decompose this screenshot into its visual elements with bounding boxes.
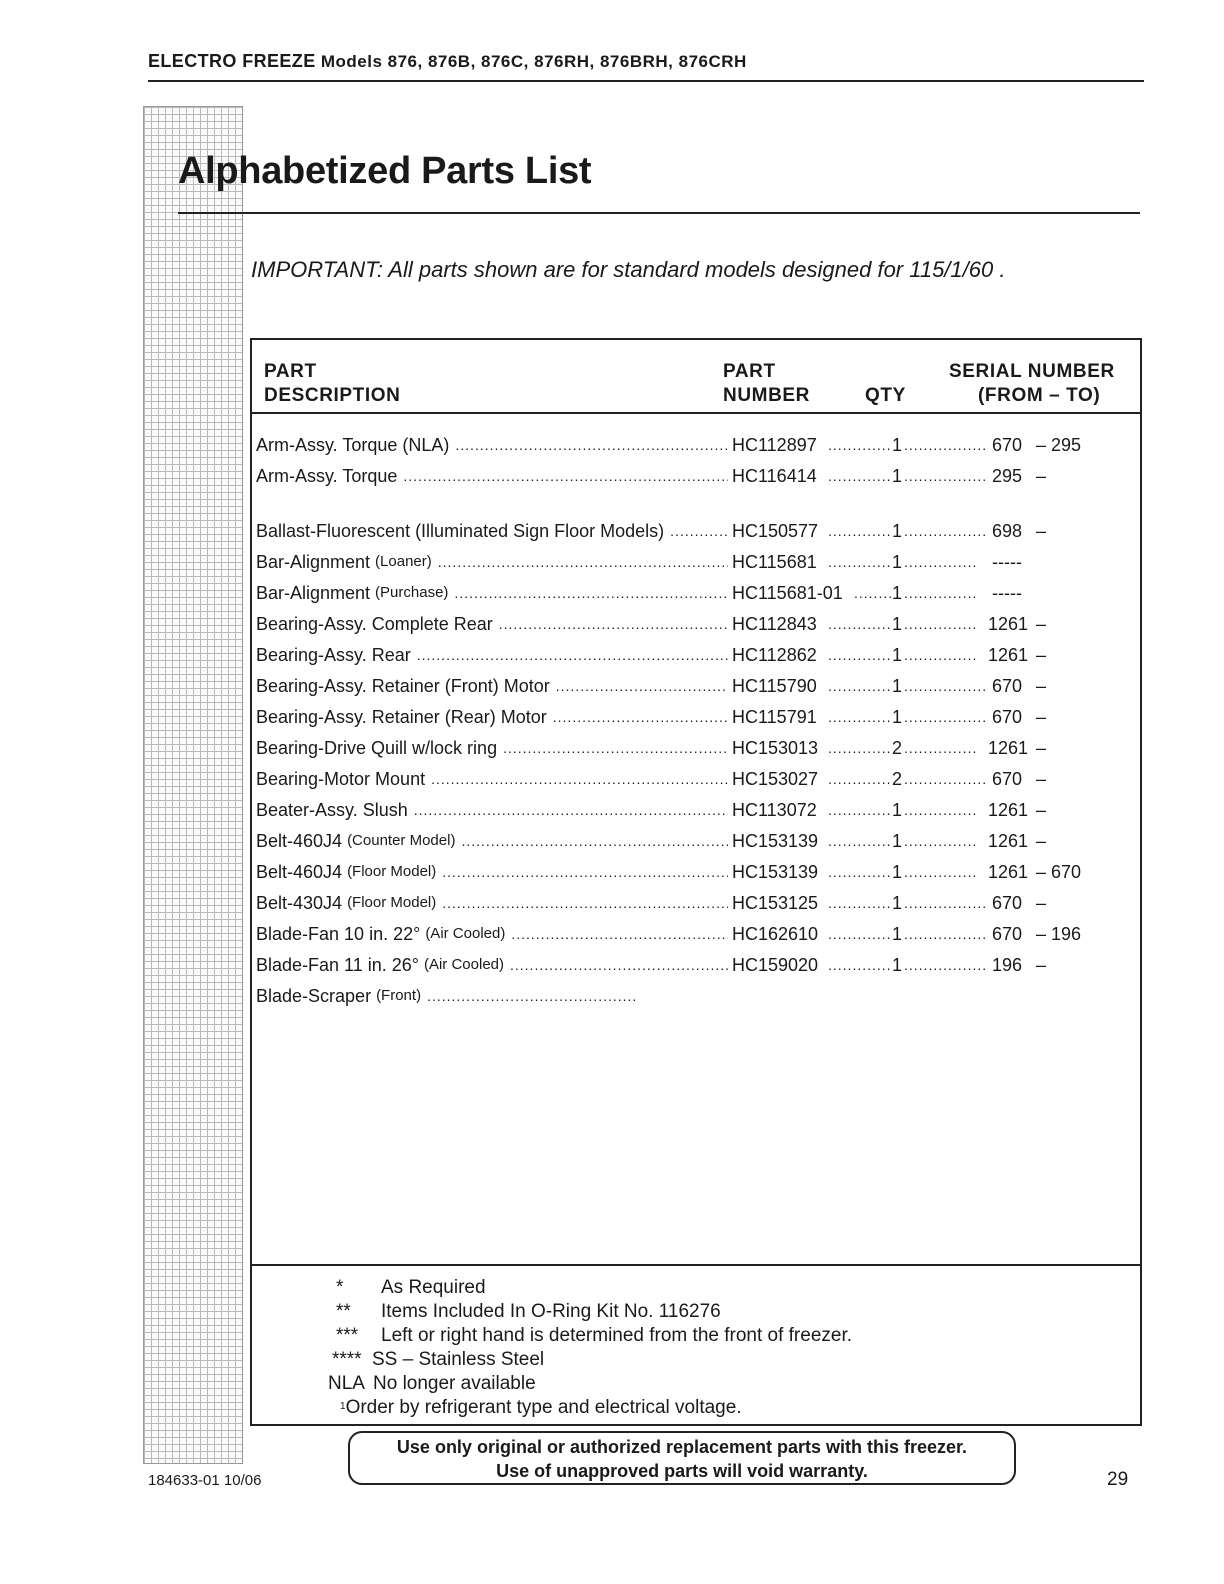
title-divider — [178, 212, 1140, 214]
serial-leader — [904, 888, 988, 918]
part-description-note: (Air Cooled) — [425, 925, 506, 942]
header-number-label: NUMBER — [723, 385, 810, 406]
qty-leader — [828, 430, 890, 460]
header-part-label-2: PART — [723, 361, 776, 382]
part-description-note: (Floor Model) — [347, 894, 437, 911]
serial-to: – — [1036, 707, 1047, 727]
quantity: 1 — [892, 614, 903, 634]
dot-leader — [438, 547, 728, 577]
serial-to: – — [1036, 955, 1047, 975]
dot-leader — [510, 950, 728, 980]
important-notice: IMPORTANT: All parts shown are for standard models designed for 115/1/60 . — [251, 257, 1006, 282]
serial-from: 1261 — [988, 645, 1029, 665]
footnotes — [252, 1264, 1140, 1426]
part-description: Beater-Assy. Slush — [256, 800, 408, 820]
dot-leader — [828, 609, 892, 639]
serial-leader — [904, 516, 988, 546]
dot-leader — [670, 516, 728, 546]
part-description-note: (Purchase) — [375, 584, 449, 601]
part-number: HC159020 — [732, 955, 819, 975]
serial-leader — [904, 826, 976, 856]
serial-leader — [904, 547, 976, 577]
quantity: 1 — [892, 583, 903, 603]
part-description: Belt-430J4 — [256, 893, 343, 913]
dot-leader — [828, 461, 892, 491]
dot-leader — [828, 888, 892, 918]
serial-to: – — [1036, 645, 1047, 665]
footnote-stainless — [332, 1348, 544, 1372]
serial-leader — [904, 764, 988, 794]
serial-leader — [904, 671, 988, 701]
serial-leader — [904, 733, 976, 763]
dot-leader — [442, 857, 728, 887]
warning-line-1: Use only original or authorized replacement parts with this freezer. — [396, 1437, 968, 1457]
part-description-cell — [256, 516, 728, 546]
dot-leader — [461, 826, 728, 856]
dot-leader — [828, 671, 892, 701]
dot-leader — [828, 826, 892, 856]
dot-leader — [904, 578, 976, 608]
footnote-symbol: ** — [336, 1301, 351, 1322]
quantity: 1 — [892, 831, 903, 851]
table-row — [252, 764, 1140, 794]
header-serial-label: SERIAL NUMBER — [949, 361, 1115, 382]
dot-leader — [904, 733, 976, 763]
dot-leader — [904, 609, 976, 639]
serial-to: – 196 — [1036, 924, 1082, 944]
part-description-cell — [256, 950, 728, 980]
part-description-note: (Counter Model) — [347, 832, 456, 849]
part-description-cell — [256, 888, 728, 918]
serial-from: 670 — [991, 769, 1022, 789]
table-row — [252, 795, 1140, 825]
part-description: Bearing-Assy. Rear — [256, 645, 411, 665]
dot-leader — [828, 950, 892, 980]
part-description: Blade-Scraper — [256, 986, 372, 1006]
part-description-note: (Loaner) — [375, 553, 432, 570]
serial-to: – — [1036, 521, 1047, 541]
brand-name: ELECTRO FREEZE — [148, 51, 316, 71]
dot-leader — [553, 702, 728, 732]
serial-to: – — [1036, 738, 1047, 758]
quantity: 1 — [892, 435, 903, 455]
part-description: Bar-Alignment — [256, 583, 371, 603]
part-description-cell — [256, 702, 728, 732]
dot-leader — [454, 578, 728, 608]
quantity: 1 — [892, 707, 903, 727]
part-description-cell — [256, 461, 728, 491]
table-row — [252, 733, 1140, 763]
quantity: 2 — [892, 769, 903, 789]
header-from-to-label: (FROM – TO) — [978, 385, 1101, 406]
dot-leader — [904, 764, 988, 794]
part-number: HC113072 — [732, 800, 817, 820]
part-description: Bearing-Motor Mount — [256, 769, 426, 789]
qty-leader — [828, 547, 890, 577]
dot-leader — [414, 795, 728, 825]
part-description-cell — [256, 640, 728, 670]
qty-leader — [828, 950, 890, 980]
table-row — [252, 609, 1140, 639]
dot-leader — [854, 578, 892, 608]
part-description: Blade-Fan 11 in. 26° — [256, 955, 419, 975]
dot-leader — [828, 764, 892, 794]
part-description-note: (Air Cooled) — [423, 956, 504, 973]
part-description-cell — [256, 919, 728, 949]
dot-leader — [904, 516, 988, 546]
dot-leader — [904, 461, 988, 491]
footnote-text: No longer available — [373, 1373, 536, 1394]
table-row — [252, 950, 1140, 980]
serial-from: 670 — [991, 676, 1022, 696]
warning-line-2: Use of unapproved parts will void warranty. — [496, 1461, 868, 1481]
dot-leader — [828, 857, 892, 887]
serial-leader — [904, 795, 976, 825]
footnote-text: Items Included In O-Ring Kit No. 116276 — [381, 1301, 721, 1322]
serial-to: – — [1036, 676, 1047, 696]
part-number: HC153027 — [732, 769, 819, 789]
serial-leader — [904, 857, 976, 887]
footnote-text: Left or right hand is determined from the front of freezer. — [381, 1325, 853, 1346]
part-description-cell — [256, 578, 728, 608]
quantity: 1 — [892, 800, 903, 820]
qty-leader — [828, 461, 890, 491]
table-header — [252, 340, 1140, 414]
quantity: 1 — [892, 862, 903, 882]
dot-leader — [904, 640, 976, 670]
footnote-symbol: **** — [332, 1349, 362, 1370]
serial-to: – — [1036, 800, 1047, 820]
serial-to: – 670 — [1036, 862, 1082, 882]
table-row — [252, 702, 1140, 732]
quantity: 1 — [892, 466, 903, 486]
qty-leader — [828, 826, 890, 856]
header-qty-label: QTY — [865, 385, 906, 406]
dot-leader — [828, 702, 892, 732]
footnote-o-ring-kit — [336, 1300, 721, 1324]
dot-leader — [828, 640, 892, 670]
serial-from: 1261 — [988, 614, 1029, 634]
part-description: Belt-460J4 — [256, 831, 343, 851]
qty-leader — [828, 702, 890, 732]
part-number: HC112862 — [732, 645, 817, 665]
header-description-label: DESCRIPTION — [264, 385, 401, 406]
serial-leader — [904, 430, 988, 460]
dot-leader — [431, 764, 728, 794]
dot-leader — [904, 857, 976, 887]
footnote-refrigerant — [340, 1396, 742, 1420]
qty-leader — [828, 733, 890, 763]
part-number: HC115681 — [732, 552, 817, 572]
serial-leader — [904, 578, 976, 608]
part-description: Bearing-Assy. Complete Rear — [256, 614, 493, 634]
dot-leader — [904, 826, 976, 856]
part-description: Arm-Assy. Torque — [256, 466, 398, 486]
serial-leader — [904, 461, 988, 491]
table-row — [252, 857, 1140, 887]
part-description-cell — [256, 547, 728, 577]
dot-leader — [499, 609, 728, 639]
qty-leader — [828, 640, 890, 670]
part-number: HC115790 — [732, 676, 817, 696]
part-description-note: (Front) — [376, 987, 422, 1004]
part-description-cell — [256, 430, 728, 460]
table-row — [252, 578, 1140, 608]
part-description: Bearing-Assy. Retainer (Front) Motor — [256, 676, 550, 696]
serial-leader — [904, 950, 988, 980]
part-number: HC115681-01 — [732, 583, 843, 603]
table-row — [252, 430, 1140, 460]
dot-leader — [828, 919, 892, 949]
part-description-cell — [256, 795, 728, 825]
footnote-text: Order by refrigerant type and electrical voltage. — [345, 1397, 742, 1418]
footnote-symbol: NLA — [328, 1373, 365, 1394]
footnote-text: SS – Stainless Steel — [372, 1349, 545, 1370]
part-number: HC153013 — [732, 738, 819, 758]
footnote-superscript: 1 — [340, 1401, 346, 1412]
qty-leader — [828, 516, 890, 546]
dot-leader — [503, 733, 728, 763]
serial-to: – — [1036, 614, 1047, 634]
serial-from: 670 — [991, 924, 1022, 944]
table-row — [252, 826, 1140, 856]
dot-leader — [427, 981, 636, 1011]
qty-leader — [828, 671, 890, 701]
page-number: 29 — [1107, 1469, 1129, 1490]
table-row — [252, 461, 1140, 491]
page-header — [148, 48, 1144, 82]
part-description-cell — [256, 764, 728, 794]
part-description-cell — [256, 609, 728, 639]
serial-leader — [904, 702, 988, 732]
part-description: Bar-Alignment — [256, 552, 371, 572]
footnote-symbol: * — [336, 1277, 344, 1298]
table-row — [252, 981, 1140, 1011]
dot-leader — [904, 950, 988, 980]
footnote-text: As Required — [381, 1277, 486, 1298]
serial-leader — [904, 609, 976, 639]
serial-from: 670 — [991, 893, 1022, 913]
dot-leader — [417, 640, 728, 670]
table-row — [252, 547, 1140, 577]
serial-from: 196 — [991, 955, 1022, 975]
dot-leader — [828, 516, 892, 546]
serial-from: 1261 — [988, 800, 1029, 820]
qty-leader — [828, 609, 890, 639]
quantity: 1 — [892, 521, 903, 541]
serial-leader — [904, 640, 976, 670]
warranty-warning — [348, 1431, 1016, 1485]
dot-leader — [455, 430, 728, 460]
serial-from: 295 — [991, 466, 1022, 486]
footnote-symbol: *** — [336, 1325, 359, 1346]
serial-from: 670 — [991, 435, 1022, 455]
part-description-cell — [256, 857, 728, 887]
table-row — [252, 640, 1140, 670]
dot-leader — [511, 919, 728, 949]
table-row — [252, 919, 1140, 949]
quantity: 1 — [892, 955, 903, 975]
part-number: HC116414 — [732, 466, 817, 486]
dot-leader — [828, 547, 892, 577]
part-description-cell — [256, 733, 728, 763]
qty-leader — [828, 795, 890, 825]
dot-leader — [828, 795, 892, 825]
footnote-nla — [328, 1372, 536, 1396]
part-description: Bearing-Assy. Retainer (Rear) Motor — [256, 707, 547, 727]
dot-leader — [403, 461, 728, 491]
qty-leader — [828, 888, 890, 918]
dot-leader — [828, 430, 892, 460]
qty-leader — [828, 919, 890, 949]
serial-leader — [904, 919, 988, 949]
serial-to: – — [1036, 466, 1047, 486]
serial-from: 698 — [991, 521, 1022, 541]
table-row — [252, 516, 1140, 546]
footnote-hand — [336, 1324, 852, 1348]
decorative-grid-strip — [143, 106, 243, 1464]
dot-leader — [904, 702, 988, 732]
serial-to: – — [1036, 831, 1047, 851]
dot-leader — [904, 671, 988, 701]
quantity: 1 — [892, 924, 903, 944]
serial-to: – — [1036, 893, 1047, 913]
part-description: Ballast-Fluorescent (Illuminated Sign Floor Models) — [256, 521, 665, 541]
table-row — [252, 671, 1140, 701]
part-description-cell — [256, 826, 728, 856]
serial-from: 1261 — [988, 738, 1029, 758]
part-description: Bearing-Drive Quill w/lock ring — [256, 738, 498, 758]
serial-from: 1261 — [988, 862, 1029, 882]
document-number: 184633-01 10/06 — [148, 1472, 262, 1489]
header-part-label: PART — [264, 361, 317, 382]
part-number: HC162610 — [732, 924, 819, 944]
part-description-note: (Floor Model) — [347, 863, 437, 880]
dot-leader — [904, 888, 988, 918]
dot-leader — [904, 547, 976, 577]
page-title: Alphabetized Parts List — [178, 150, 592, 192]
serial-from: ----- — [992, 552, 1022, 572]
part-number: HC112897 — [732, 435, 817, 455]
serial-to: – — [1036, 769, 1047, 789]
part-number: HC150577 — [732, 521, 819, 541]
quantity: 1 — [892, 645, 903, 665]
quantity: 1 — [892, 893, 903, 913]
dot-leader — [904, 919, 988, 949]
qty-leader — [828, 857, 890, 887]
part-number: HC153139 — [732, 862, 819, 882]
qty-leader — [828, 764, 890, 794]
part-number: HC153125 — [732, 893, 819, 913]
footnote-as-required — [336, 1276, 486, 1300]
dot-leader — [904, 430, 988, 460]
part-number: HC115791 — [732, 707, 817, 727]
serial-from: 670 — [991, 707, 1022, 727]
quantity: 1 — [892, 676, 903, 696]
part-description: Blade-Fan 10 in. 22° — [256, 924, 421, 944]
qty-leader — [854, 578, 892, 608]
part-description: Belt-460J4 — [256, 862, 343, 882]
model-list: Models 876, 876B, 876C, 876RH, 876BRH, 876CRH — [320, 52, 747, 71]
parts-table — [250, 338, 1142, 1426]
part-description: Arm-Assy. Torque (NLA) — [256, 435, 450, 455]
dot-leader — [442, 888, 728, 918]
part-number: HC153139 — [732, 831, 819, 851]
part-description-cell — [256, 671, 728, 701]
dot-leader — [828, 733, 892, 763]
dot-leader — [556, 671, 728, 701]
table-row — [252, 888, 1140, 918]
quantity: 1 — [892, 552, 903, 572]
dot-leader — [904, 795, 976, 825]
part-number: HC112843 — [732, 614, 817, 634]
part-description-cell — [256, 981, 636, 1011]
serial-from: 1261 — [988, 831, 1029, 851]
serial-from: ----- — [992, 583, 1022, 603]
quantity: 2 — [892, 738, 903, 758]
serial-to: – 295 — [1036, 435, 1082, 455]
